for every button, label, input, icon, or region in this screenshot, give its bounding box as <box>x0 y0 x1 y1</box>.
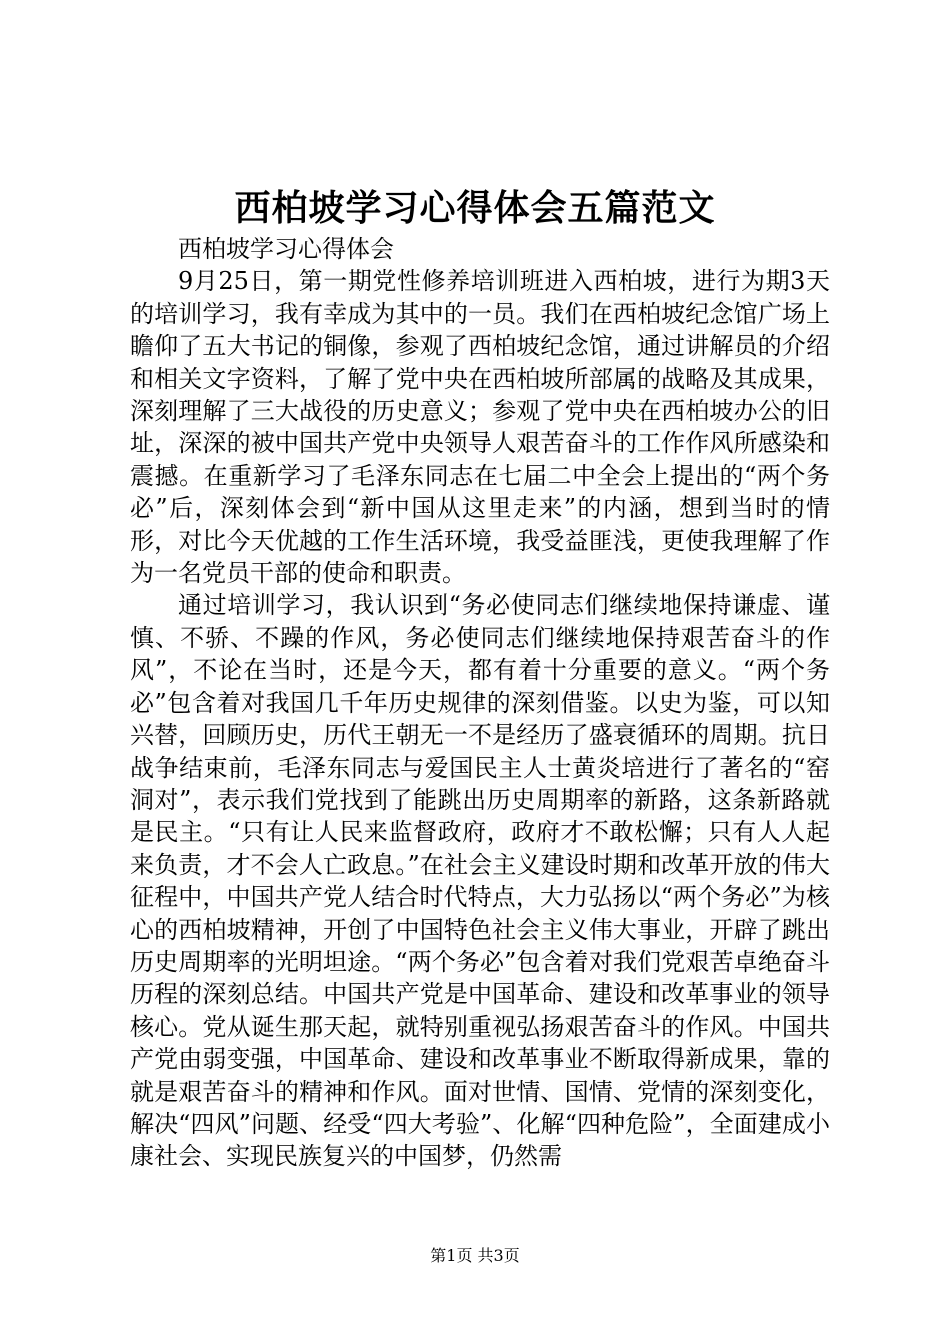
body-paragraph: 9月25日，第一期党性修养培训班进入西柏坡，进行为期3天的培训学习，我有幸成为其中的一员。我们在西柏坡纪念馆广场上瞻仰了五大书记的铜像，参观了西柏坡纪念馆，通过讲解员的介绍和相关文字资料，了解了党中央在西柏坡所部属的战略及其成果，深刻理解了三大战役的历史意义；参观了党中央在西柏坡办公的旧址，深深的被中国共产党中央领导人艰苦奋斗的工作作风所感染和震撼。在重新学习了毛泽东同志在七届二中全会上提出的“两个务必”后，深刻体会到“新中国从这里走来”的内涵，想到当时的情形，对比今天优越的工作生活环境，我受益匪浅，更使我理解了作为一名党员干部的使命和职责。 <box>130 267 830 588</box>
page-number-footer: 第1页 共3页 <box>430 1246 520 1265</box>
body-paragraph: 通过培训学习，我认识到“务必使同志们继续地保持谦虚、谨慎、不骄、不躁的作风，务必使同志们继续地保持艰苦奋斗的作风”，不论在当时，还是今天，都有着十分重要的意义。“两个务必”包含着对我国几千年历史规律的深刻借鉴。以史为鉴，可以知兴替，回顾历史，历代王朝无一不是经历了盛衰循环的周期。抗日战争结束前，毛泽东同志与爱国民主人士黄炎培进行了著名的“窑洞对”，表示我们党找到了能跳出历史周期率的新路，这条新路就是民主。“只有让人民来监督政府，政府才不敢松懈；只有人人起来负责，才不会人亡政息。”在社会主义建设时期和改革开放的伟大征程中，中国共产党人结合时代特点，大力弘扬以“两个务必”为核心的西柏坡精神，开创了中国特色社会主义伟大事业，开辟了跳出历史周期率的光明坦途。“两个务必”包含着对我们党艰苦卓绝奋斗历程的深刻总结。中国共产党是中国革命、建设和改革事业的领导核心。党从诞生那天起，就特别重视弘扬艰苦奋斗的作风。中国共产党由弱变强，中国革命、建设和改革事业不断取得新成果，靠的就是艰苦奋斗的精神和作风。面对世情、国情、党情的深刻变化，解决“四风”问题、经受“四大考验”、化解“四种危险”，全面建成小康社会、实现民族复兴的中国梦，仍然需 <box>130 591 830 1171</box>
body-paragraph-heading: 西柏坡学习心得体会 <box>178 235 394 263</box>
document-body <box>130 233 830 1173</box>
document-title: 西柏坡学习心得体会五篇范文 <box>234 187 716 229</box>
